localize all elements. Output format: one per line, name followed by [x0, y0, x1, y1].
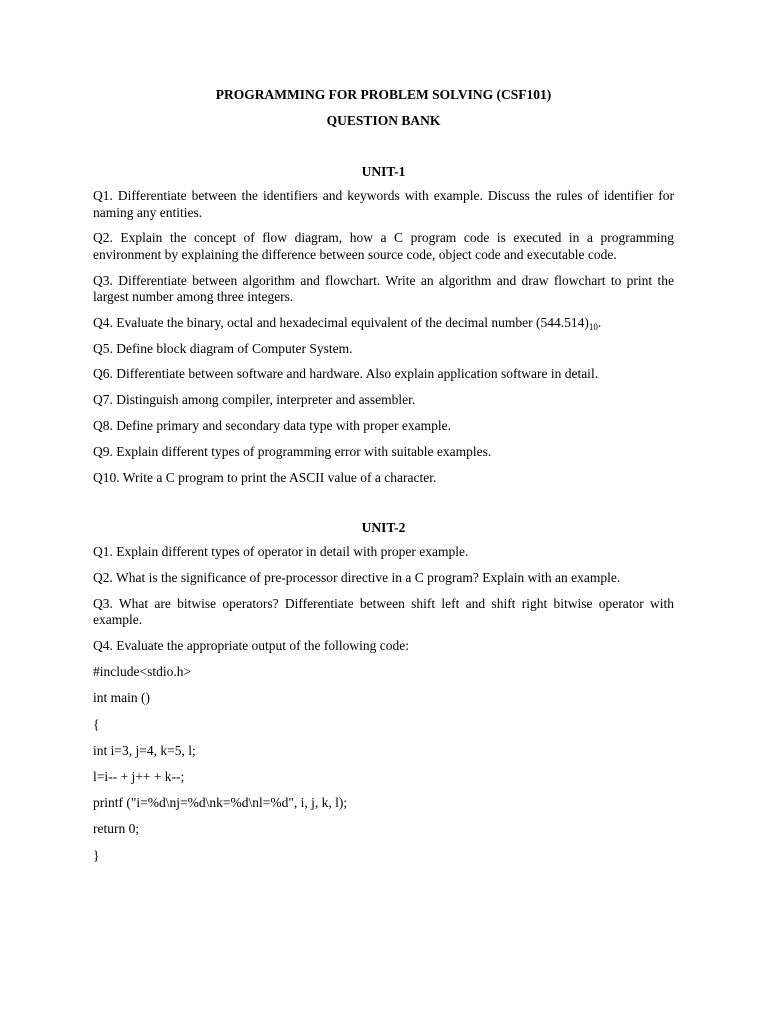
unit-1-section — [93, 163, 674, 486]
unit-1-question-list — [93, 188, 674, 486]
unit-2-question-3: Q3. What are bitwise operators? Differentiate between shift left and shift right bitwise operator with example. — [93, 595, 674, 628]
unit-1-question-3: Q3. Differentiate between algorithm and flowchart. Write an algorithm and draw flowchart to print the largest number among three integers. — [93, 272, 674, 305]
unit-1-question-4-suffix: . — [597, 314, 602, 330]
unit-2-heading: UNIT-2 — [361, 520, 406, 536]
unit-1-question-7: Q7. Distinguish among compiler, interpreter and assembler. — [93, 392, 416, 408]
unit-1-question-4-text: Q4. Evaluate the binary, octal and hexadecimal equivalent of the decimal number (544.514) — [93, 314, 589, 330]
code-line: return 0; — [93, 821, 140, 837]
code-line: printf ("i=%d\nj=%d\nk=%d\nl=%d", i, j, k, l); — [93, 795, 348, 811]
document-subtitle: QUESTION BANK — [326, 113, 441, 128]
unit-1-question-10: Q10. Write a C program to print the ASCII value of a character. — [93, 469, 437, 485]
unit-1-question-2: Q2. Explain the concept of flow diagram, how a C program code is executed in a programming environment by explaining the difference between source code, object code and executable code. — [93, 230, 674, 262]
code-line: l=i-- + j++ + k--; — [93, 769, 185, 784]
unit-1-question-4-subscript: 10 — [588, 321, 598, 332]
unit-1-question-1: Q1. Differentiate between the identifiers and keywords with example. Discuss the rules of identifier for naming any entities. — [93, 188, 674, 220]
code-line: } — [93, 847, 100, 863]
unit-1-question-9: Q9. Explain different types of programming error with suitable examples. — [93, 443, 492, 459]
code-line: int i=3, j=4, k=5, l; — [93, 742, 196, 758]
unit-1-question-8: Q8. Define primary and secondary data type with proper example. — [93, 418, 451, 434]
unit-2-question-2: Q2. What is the significance of pre-processor directive in a C program? Explain with an example. — [93, 569, 621, 585]
unit-1-heading: UNIT-1 — [361, 164, 406, 179]
code-line: #include<stdio.h> — [93, 664, 192, 680]
unit-2-question-4: Q4. Evaluate the appropriate output of the following code: — [93, 638, 410, 654]
document-title: PROGRAMMING FOR PROBLEM SOLVING (CSF101) — [215, 87, 552, 102]
unit-2-question-1: Q1. Explain different types of operator in detail with proper example. — [93, 544, 469, 560]
unit-2-section — [93, 519, 674, 864]
code-listing — [93, 664, 674, 864]
unit-1-question-5: Q5. Define block diagram of Computer System. — [93, 340, 353, 356]
unit-1-question-6: Q6. Differentiate between software and hardware. Also explain application software in detail. — [93, 366, 599, 382]
unit-1-question-4 — [93, 315, 674, 332]
question-bank-page — [93, 86, 674, 864]
code-line: int main () — [93, 690, 150, 706]
code-line: { — [93, 716, 100, 732]
unit-2-question-list — [93, 544, 674, 654]
